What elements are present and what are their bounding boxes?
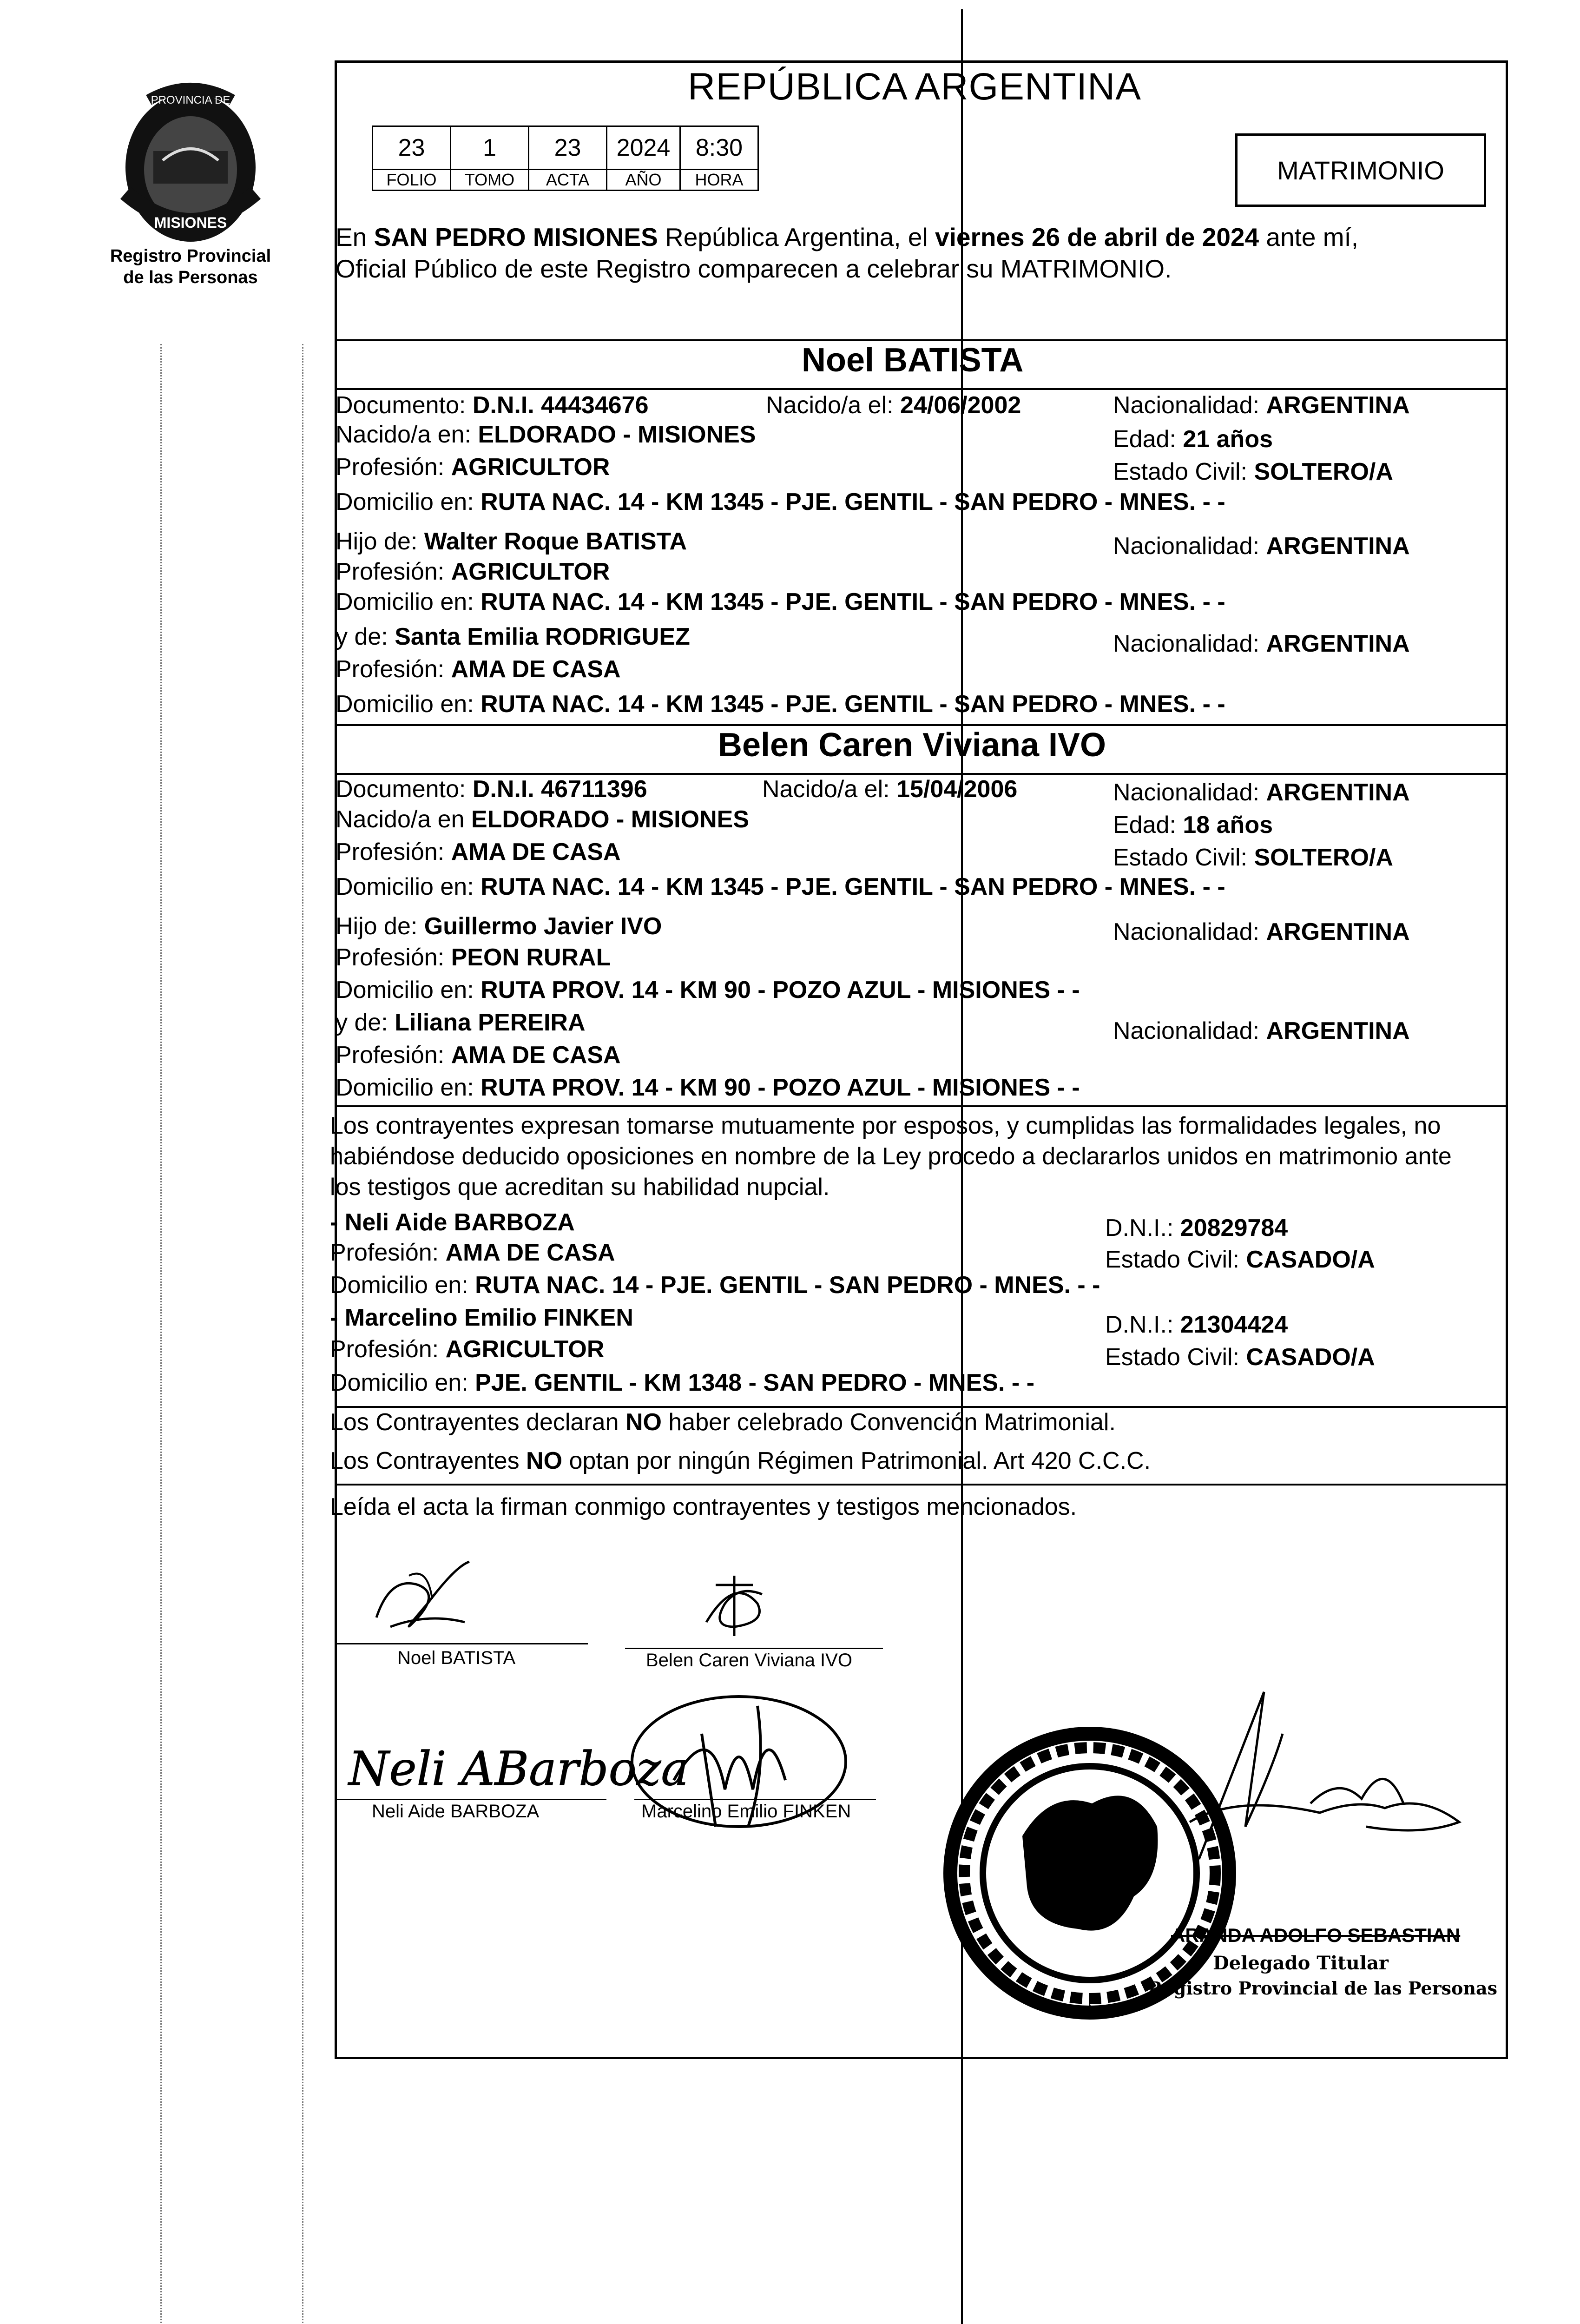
section-divider — [335, 1484, 1508, 1486]
witness-1-handwritten-name: Neli ABarboza — [349, 1742, 689, 1796]
groom-age — [1113, 425, 1273, 453]
bride-birth-place — [336, 805, 749, 833]
witness-1-profession-value: AMA DE CASA — [445, 1239, 615, 1266]
groom-civil-status-value: SOLTERO/A — [1254, 458, 1393, 485]
label: D.N.I.: — [1105, 1215, 1180, 1241]
bride-signature-line — [625, 1648, 883, 1649]
groom-father-profession — [336, 558, 610, 586]
label: Profesión: — [336, 838, 451, 865]
bride-address-value: RUTA NAC. 14 - KM 1345 - PJE. GENTIL - SAN PEDRO - MNES. - - — [481, 873, 1225, 900]
witness-2-profession-value: AGRICULTOR — [445, 1336, 605, 1363]
intro-text: ante mí, — [1259, 223, 1359, 251]
groom-profession — [336, 453, 610, 481]
groom-address — [336, 488, 1225, 516]
label: Estado Civil: — [1113, 458, 1254, 485]
groom-signature — [362, 1548, 483, 1645]
regime-text: Los Contrayentes — [330, 1447, 527, 1474]
label: Nacionalidad: — [1113, 918, 1266, 945]
hour-label: HORA — [680, 170, 758, 191]
groom-document — [336, 391, 649, 419]
witness-2-civil-status — [1105, 1343, 1375, 1371]
label: Estado Civil: — [1105, 1246, 1246, 1273]
groom-mother-address — [336, 690, 1225, 718]
label: Domicilio en: — [336, 588, 481, 615]
witness-1-dni-value: 20829784 — [1180, 1215, 1288, 1241]
witness-2-dni-value: 21304424 — [1180, 1311, 1288, 1338]
label: Profesión: — [336, 1042, 451, 1069]
label: y de: — [336, 1009, 395, 1036]
label: Hijo de: — [336, 913, 424, 940]
witness-1-address-value: RUTA NAC. 14 - PJE. GENTIL - SAN PEDRO - MNES. - - — [475, 1272, 1100, 1299]
label: Documento: — [336, 776, 473, 803]
witness-2-name: - Marcelino Emilio FINKEN — [330, 1304, 633, 1331]
label: Edad: — [1113, 426, 1183, 453]
groom-nationality-value: ARGENTINA — [1266, 392, 1410, 419]
folio-table — [372, 125, 759, 191]
witness-2-dni — [1105, 1311, 1288, 1339]
groom-mother-name: Santa Emilia RODRIGUEZ — [395, 623, 690, 650]
bride-mother-nationality — [1113, 1017, 1410, 1045]
witness-1-signature — [344, 1729, 689, 1803]
witness-1-civil-status — [1105, 1246, 1375, 1274]
label: Profesión: — [336, 656, 451, 683]
intro-text: República Argentina, el — [658, 223, 935, 251]
section-divider — [335, 1105, 1508, 1107]
label: Domicilio en: — [336, 873, 481, 900]
bride-mother-profession — [336, 1041, 621, 1069]
crest-caption — [91, 245, 290, 288]
label: Nacido/a el: — [766, 392, 901, 419]
registrar-title: Delegado Titular — [1213, 1952, 1389, 1974]
regime-text: optan por ningún Régimen Patrimonial. Art 420 C.C.C. — [562, 1447, 1151, 1474]
label: Profesión: — [336, 558, 451, 585]
label: Estado Civil: — [1105, 1344, 1246, 1371]
groom-mother-nationality — [1113, 630, 1410, 658]
label: Profesión: — [336, 454, 451, 481]
bride-name-heading: Belen Caren Viviana IVO — [718, 726, 1106, 764]
bride-document — [336, 775, 647, 803]
witness-1-dni — [1105, 1214, 1288, 1242]
groom-birth-date — [766, 391, 1021, 419]
bride-mother-nationality-value: ARGENTINA — [1266, 1017, 1410, 1044]
groom-birth-place-value: ELDORADO - MISIONES — [478, 421, 756, 448]
act-type-box — [1235, 133, 1486, 207]
intro-line-1 — [336, 223, 1358, 251]
witness-2-address — [330, 1369, 1034, 1397]
groom-mother — [336, 623, 690, 651]
label: Nacionalidad: — [1113, 533, 1266, 560]
bride-mother-profession-value: AMA DE CASA — [451, 1042, 621, 1069]
witness-2-civil-status-value: CASADO/A — [1246, 1344, 1375, 1371]
tomo-label: TOMO — [451, 170, 529, 191]
tomo-value: 1 — [451, 126, 529, 170]
label: Hijo de: — [336, 528, 424, 555]
groom-name-heading: Noel BATISTA — [802, 342, 1024, 379]
crest-top-text: PROVINCIA DE — [151, 94, 230, 106]
label: Domicilio en: — [336, 489, 481, 515]
bride-birth-date-value: 15/04/2006 — [896, 776, 1018, 803]
crest-caption-line1: Registro Provincial — [110, 246, 271, 266]
bride-father — [336, 912, 662, 940]
bride-father-nationality — [1113, 918, 1410, 946]
folio-label: FOLIO — [373, 170, 451, 191]
label: Estado Civil: — [1113, 844, 1254, 871]
regime-no: NO — [526, 1447, 563, 1474]
year-label: AÑO — [607, 170, 680, 191]
declaration-line-2: habiéndose deducido oposiciones en nombre de la Ley procedo a declararlos unidos en matrimonio ante — [330, 1143, 1452, 1170]
crest-bottom-text: MISIONES — [154, 214, 227, 231]
groom-signature-label: Noel BATISTA — [397, 1648, 516, 1668]
label: Domicilio en: — [336, 691, 481, 718]
intro-place: SAN PEDRO MISIONES — [374, 223, 658, 251]
label: Nacido/a el: — [762, 776, 897, 803]
intro-line-2: Oficial Público de este Registro comparecen a celebrar su MATRIMONIO. — [336, 254, 1172, 283]
label: Nacionalidad: — [1113, 1017, 1266, 1044]
groom-father-profession-value: AGRICULTOR — [451, 558, 610, 585]
bride-birth-date — [762, 775, 1017, 803]
bride-mother — [336, 1009, 586, 1037]
witness-1-signature-label: Neli Aide BARBOZA — [372, 1801, 540, 1822]
registrar-office: Registro Provincial de las Personas — [1148, 1978, 1498, 1999]
bride-age-value: 18 años — [1183, 812, 1273, 838]
groom-birth-place — [336, 421, 756, 449]
hour-value: 8:30 — [680, 126, 758, 170]
label: D.N.I.: — [1105, 1311, 1180, 1338]
groom-father-address-value: RUTA NAC. 14 - KM 1345 - PJE. GENTIL - SAN PEDRO - MNES. - - — [481, 588, 1225, 615]
folio-value: 23 — [373, 126, 451, 170]
bride-nationality-value: ARGENTINA — [1266, 779, 1410, 806]
section-divider — [335, 773, 1508, 775]
label: y de: — [336, 623, 395, 650]
acta-value: 23 — [529, 126, 607, 170]
label: Domicilio en: — [336, 1074, 481, 1101]
bride-father-address — [336, 976, 1080, 1004]
regime-text: haber celebrado Convención Matrimonial. — [661, 1409, 1116, 1436]
crest-caption-line2: de las Personas — [123, 268, 258, 287]
registrar-signature — [1143, 1673, 1468, 1868]
margin-dotted-line — [160, 344, 162, 2324]
bride-father-name: Guillermo Javier IVO — [424, 913, 662, 940]
registrar-name: ARANDA ADOLFO SEBASTIAN — [1171, 1924, 1461, 1946]
label: Nacionalidad: — [1113, 630, 1266, 657]
label: Profesión: — [336, 944, 451, 971]
bride-father-nationality-value: ARGENTINA — [1266, 918, 1410, 945]
section-divider — [335, 1406, 1508, 1408]
witness-2-signature — [618, 1687, 860, 1855]
witness-2-signature-label: Marcelino Emilio FINKEN — [641, 1801, 851, 1822]
act-type-label: MATRIMONIO — [1277, 155, 1444, 185]
witness-1-profession — [330, 1239, 615, 1267]
label: Domicilio en: — [330, 1272, 475, 1299]
groom-signature-line — [337, 1643, 588, 1644]
bride-address — [336, 873, 1225, 901]
declaration-line-1: Los contrayentes expresan tomarse mutuamente por esposos, y cumplidas las formalidades legales, no — [330, 1112, 1441, 1139]
label: Profesión: — [330, 1239, 446, 1266]
label: Domicilio en: — [336, 977, 481, 1004]
witness-1-civil-status-value: CASADO/A — [1246, 1246, 1375, 1273]
groom-mother-address-value: RUTA NAC. 14 - KM 1345 - PJE. GENTIL - SAN PEDRO - MNES. - - — [481, 691, 1225, 718]
witness-2-signature-line — [634, 1799, 876, 1800]
witness-2-profession — [330, 1335, 604, 1363]
page-title: REPÚBLICA ARGENTINA — [688, 66, 1141, 108]
bride-father-profession-value: PEON RURAL — [451, 944, 611, 971]
witness-1-signature-line — [337, 1799, 606, 1800]
provincial-crest-logo — [93, 81, 288, 249]
declaration-line-3: los testigos que acreditan su habilidad nupcial. — [330, 1174, 830, 1201]
convention-statement — [330, 1408, 1116, 1436]
label: Profesión: — [330, 1336, 446, 1363]
regime-text: Los Contrayentes declaran — [330, 1409, 625, 1436]
label: Nacido/a en: — [336, 421, 478, 448]
label: Nacionalidad: — [1113, 392, 1266, 419]
regime-no: NO — [625, 1409, 662, 1436]
bride-civil-status-value: SOLTERO/A — [1254, 844, 1393, 871]
groom-mother-profession — [336, 655, 621, 683]
patrimonial-regime-statement — [330, 1447, 1151, 1475]
label: Edad: — [1113, 812, 1183, 838]
witness-1-address — [330, 1271, 1100, 1299]
groom-mother-profession-value: AMA DE CASA — [451, 656, 621, 683]
bride-age — [1113, 811, 1273, 839]
label: Documento: — [336, 392, 473, 419]
label: Domicilio en: — [330, 1369, 475, 1396]
section-divider — [335, 724, 1508, 726]
groom-nationality — [1113, 391, 1410, 419]
label: Nacido/a en — [336, 806, 471, 833]
section-divider — [335, 388, 1508, 390]
bride-father-profession — [336, 944, 611, 971]
closing-statement: Leída el acta la firman conmigo contrayentes y testigos mencionados. — [330, 1493, 1077, 1520]
bride-profession — [336, 838, 621, 866]
bride-signature-label: Belen Caren Viviana IVO — [646, 1650, 852, 1670]
bride-nationality — [1113, 779, 1410, 806]
label: Nacionalidad: — [1113, 779, 1266, 806]
groom-dni: D.N.I. 44434676 — [472, 392, 649, 419]
bride-mother-address — [336, 1074, 1080, 1102]
year-value: 2024 — [607, 126, 680, 170]
margin-dotted-line — [302, 344, 303, 2324]
groom-birth-date-value: 24/06/2002 — [900, 392, 1021, 419]
section-divider — [335, 339, 1508, 341]
bride-mother-address-value: RUTA PROV. 14 - KM 90 - POZO AZUL - MISIONES - - — [481, 1074, 1080, 1101]
groom-father-nationality — [1113, 532, 1410, 560]
bride-father-address-value: RUTA PROV. 14 - KM 90 - POZO AZUL - MISIONES - - — [481, 977, 1080, 1004]
bride-dni: D.N.I. 46711396 — [472, 776, 647, 803]
groom-father-nationality-value: ARGENTINA — [1266, 533, 1410, 560]
groom-profession-value: AGRICULTOR — [451, 454, 610, 481]
intro-text: En — [336, 223, 374, 251]
intro-date: viernes 26 de abril de 2024 — [935, 223, 1259, 251]
groom-address-value: RUTA NAC. 14 - KM 1345 - PJE. GENTIL - SAN PEDRO - MNES. - - — [481, 489, 1225, 515]
groom-mother-nationality-value: ARGENTINA — [1266, 630, 1410, 657]
bride-mother-name: Liliana PEREIRA — [395, 1009, 586, 1036]
bride-profession-value: AMA DE CASA — [451, 838, 621, 865]
groom-age-value: 21 años — [1183, 426, 1273, 453]
witness-1-name: - Neli Aide BARBOZA — [330, 1209, 575, 1236]
groom-father-name: Walter Roque BATISTA — [424, 528, 687, 555]
acta-label: ACTA — [529, 170, 607, 191]
bride-civil-status — [1113, 844, 1393, 872]
witness-2-address-value: PJE. GENTIL - KM 1348 - SAN PEDRO - MNES. - - — [475, 1369, 1035, 1396]
groom-father — [336, 528, 687, 555]
bride-birth-place-value: ELDORADO - MISIONES — [471, 806, 749, 833]
groom-civil-status — [1113, 458, 1393, 486]
bride-signature — [688, 1566, 781, 1645]
groom-father-address — [336, 588, 1225, 616]
